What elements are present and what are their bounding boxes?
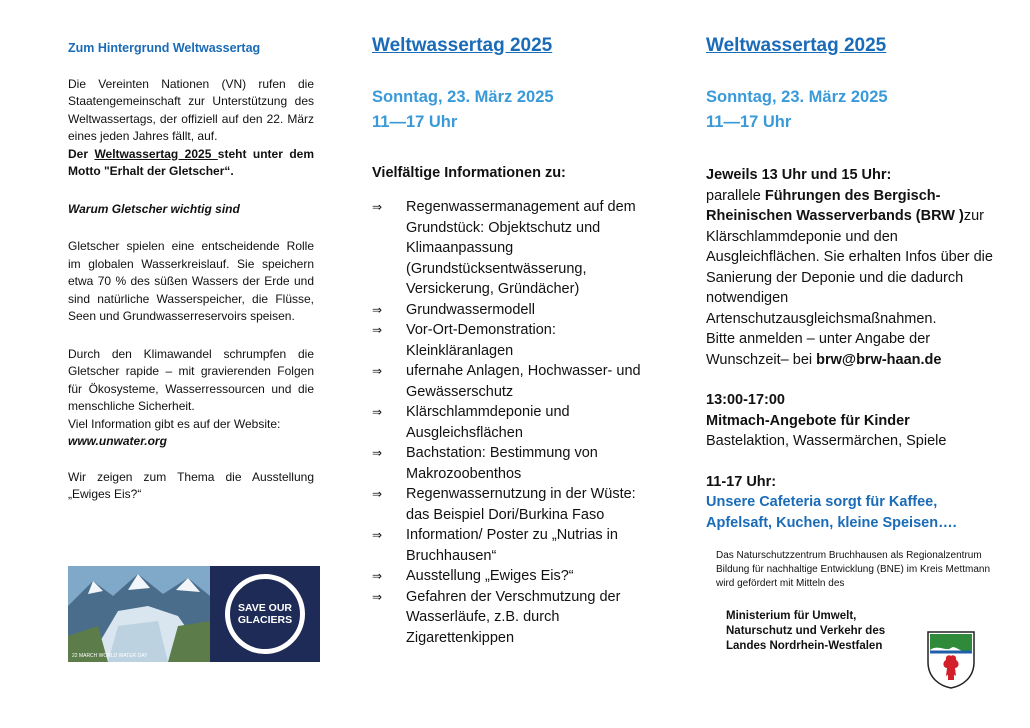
funding-note: Das Naturschutzzentrum Bruchhausen als Regionalzentrum Bildung für nachhaltige Entwicklung (BNE) im Kreis Mettmann wird gefördert mit Mitteln des [716, 550, 991, 589]
event-date-2: Sonntag, 23. März 2025 [706, 88, 888, 106]
arrow-icon: ⇒ [372, 200, 383, 214]
activities-column [706, 35, 996, 654]
glacier-paragraph: Gletscher spielen eine entscheidende Rolle im globalen Wasserkreislauf. Sie speichern etwa 70 % des süßen Wassers der Erde und sind natürliche Wasserspeicher, die Flüsse, Seen und Grundwasserreservoirs speisen. [68, 239, 314, 323]
event-title-2: Weltwassertag 2025 [706, 35, 887, 56]
tours-section [706, 165, 996, 533]
arrow-icon: ⇒ [372, 302, 383, 317]
nrw-crest-icon [926, 630, 976, 690]
motto-link: Weltwassertag 2025 [94, 146, 218, 161]
cafe-time: 11-17 Uhr: [706, 473, 777, 490]
tours-heading: Jeweils 13 Uhr und 15 Uhr: [706, 167, 892, 183]
arrow-icon: ⇒ [372, 323, 383, 337]
ministry-name: Ministerium für Umwelt, Naturschutz und Verkehr des Landes Nordrhein-Westfalen [726, 610, 886, 652]
info-heading: Vielfältige Informationen zu: [372, 165, 566, 181]
badge-panel [210, 566, 320, 662]
exhibition-paragraph: Wir zeigen zum Thema die Ausstellung „Ewiges Eis?“ [68, 469, 314, 501]
info-list [372, 197, 660, 648]
event-date: Sonntag, 23. März 2025 [372, 88, 554, 106]
arrow-icon: ⇒ [372, 446, 383, 460]
kids-text: Bastelaktion, Wassermärchen, Spiele [706, 433, 947, 449]
motto-post: steht unter dem Motto "Erhalt der Gletscher“. [68, 146, 314, 178]
list-item: ⇒ Information/ Poster zu „Nutrias in Bruchhausen“ [372, 525, 660, 566]
intro-paragraph: Die Vereinten Nationen (VN) rufen die Staatengemeinschaft zur Unterstützung des Weltwassertags, der offiziell auf den 22. März eines jeden Jahres fällt, auf. [68, 76, 314, 143]
list-item: ⇒ Gefahren der Verschmutzung der Wasserläufe, z.B. durch Zigarettenkippen [372, 587, 660, 649]
list-item: ⇒ Vor-Ort-Demonstration: Kleinkläranlagen [372, 320, 660, 361]
kids-heading: Mitmach-Angebote für Kinder [706, 412, 910, 429]
background-column [68, 40, 314, 504]
kids-time: 13:00-17:00 [706, 392, 785, 408]
email-link[interactable]: brw@brw-haan.de [816, 351, 942, 368]
list-item: ⇒ Bachstation: Bestimmung von Makrozoobenthos [372, 443, 660, 484]
save-our-glaciers-badge: SAVE OUR GLACIERS [225, 574, 305, 654]
world-water-day-label: 22 MARCH WORLD WATER DAY [72, 653, 148, 659]
website-link[interactable]: www.unwater.org [68, 434, 167, 448]
list-item: ⇒ Regenwassermanagement auf dem Grundstück: Objektschutz und Klimaanpassung (Grundstücksentwässerung, Versickerung, Gründächer) [372, 197, 660, 300]
glacier-image [68, 566, 210, 662]
event-title: Weltwassertag 2025 [372, 35, 553, 56]
registration-text: Bitte anmelden – unter Angabe der Wunschzeit– bei brw@brw-haan.de [706, 331, 942, 368]
arrow-icon: ⇒ [372, 364, 383, 378]
arrow-icon: ⇒ [372, 487, 383, 501]
cafe-text: Unsere Cafeteria sorgt für Kaffee, Apfelsaft, Kuchen, kleine Speisen…. [706, 494, 957, 531]
why-heading: Warum Gletscher wichtig sind [68, 201, 240, 216]
event-time: 11—17 Uhr [372, 113, 458, 131]
motto-pre: Der [68, 146, 95, 161]
list-item: ⇒ Regenwassernutzung in der Wüste: das Beispiel Dori/Burkina Faso [372, 484, 660, 525]
arrow-icon: ⇒ [372, 589, 383, 604]
event-time-2: 11—17 Uhr [706, 113, 792, 131]
list-item: ⇒ ufernahe Anlagen, Hochwasser- und Gewässerschutz [372, 361, 660, 402]
arrow-icon: ⇒ [372, 405, 383, 419]
program-column [372, 35, 660, 648]
list-item: ⇒ Grundwassermodell [372, 300, 660, 321]
save-our-glaciers-banner [68, 566, 320, 662]
motto-paragraph [68, 146, 314, 181]
background-title: Zum Hintergrund Weltwassertag [68, 41, 261, 55]
arrow-icon: ⇒ [372, 528, 383, 542]
tours-text: parallele Führungen des Bergisch-Rheinischen Wasserverbands (BRW )zur Klärschlammdeponie und den Ausgleichflächen. Sie erhalten Infos über die Sanierung der Deponie und die dadurch notwendigen Artenschutzausgleichsmaßnahmen. [706, 187, 993, 327]
climate-paragraph: Durch den Klimawandel schrumpfen die Gletscher rapide – mit gravierenden Folgen für Ökosysteme, Wasserressourcen und die menschliche Sicherheit. [68, 346, 314, 413]
website-intro: Viel Information gibt es auf der Website: [68, 416, 281, 431]
list-item: ⇒ Ausstellung „Ewiges Eis?“ [372, 566, 660, 587]
list-item: ⇒ Klärschlammdeponie und Ausgleichsflächen [372, 402, 660, 443]
arrow-icon: ⇒ [372, 569, 383, 583]
